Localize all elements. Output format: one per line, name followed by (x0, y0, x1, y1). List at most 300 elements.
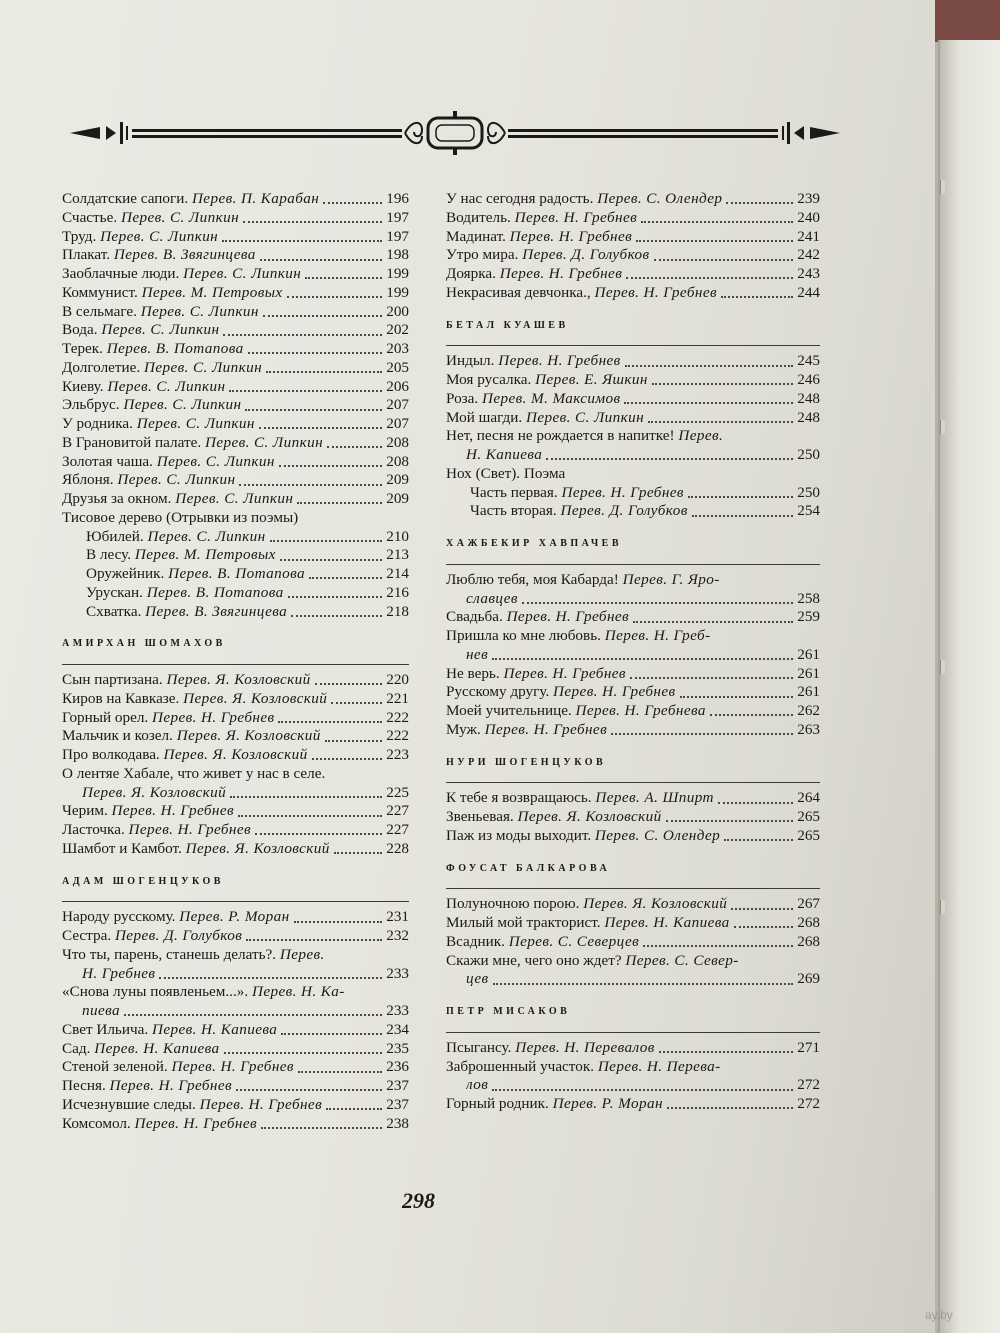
entry-translator: Перев. Н. Капиева (151, 1020, 278, 1038)
toc-entry (446, 914, 820, 933)
entry-translator: Перев. Н. Капиева (604, 914, 730, 931)
toc-entry (62, 1077, 409, 1096)
toc-entry-continued: лов 272 (466, 1076, 820, 1094)
dot-leader (726, 202, 793, 204)
dot-leader (315, 683, 383, 685)
dot-leader (246, 939, 382, 941)
author-heading: НУРИ ШОГЕНЦУКОВ (446, 740, 820, 784)
entry-page: 261 (797, 664, 820, 682)
toc-entry (62, 490, 409, 509)
entry-page: 227 (386, 802, 409, 820)
dot-leader (331, 702, 382, 704)
entry-page: 241 (797, 227, 820, 245)
entry-translator: Перев. В. Звягинцева (145, 602, 288, 620)
toc-entry (62, 378, 409, 397)
entry-translator: Перев. Д. Голубков (522, 246, 650, 264)
entry-page: 202 (386, 321, 409, 339)
entry-title: Полуночною порою. (446, 895, 580, 913)
entry-page: 242 (797, 246, 820, 264)
dot-leader (323, 202, 382, 204)
toc-entry (446, 502, 820, 521)
toc-entry (446, 265, 820, 284)
toc-entry-continued: Перев. Я. Козловский 225 (82, 783, 409, 801)
toc-entry (446, 352, 820, 371)
toc-entry-continued: славцев 258 (466, 589, 820, 607)
dot-leader (222, 240, 382, 242)
dot-leader (643, 945, 793, 947)
dot-leader (710, 714, 793, 716)
entry-title: В лесу. (86, 546, 132, 564)
toc-entry (446, 895, 820, 914)
entry-title: Роза. (446, 389, 479, 407)
entry-title: Исчезнувшие следы. (62, 1095, 196, 1113)
toc-entry (446, 246, 820, 265)
dot-leader (724, 839, 793, 841)
entry-translator: Перев. С. Липкин (147, 527, 266, 545)
entry-page: 197 (386, 208, 409, 226)
entry-title: Некрасивая девчонка., (446, 283, 591, 301)
toc-entry (62, 908, 409, 927)
toc-entry (62, 603, 409, 622)
entry-page: 200 (386, 302, 409, 320)
dot-leader (648, 421, 793, 423)
entry-page: 232 (386, 927, 409, 944)
entry-translator: Перев. С. Липкин (156, 452, 275, 470)
entry-title: Свет Ильича. (62, 1020, 149, 1038)
entry-translator: Перев. М. Максимов (482, 389, 621, 407)
entry-translator: Перев. В. Потапова (146, 583, 284, 601)
toc-entry (62, 246, 409, 265)
entry-translator: Перев. С. Липкин (100, 227, 219, 245)
entry-page: 254 (797, 502, 820, 520)
entry-translator: Перев. Н. Гребнев (594, 283, 717, 301)
dot-leader (255, 833, 382, 835)
dot-leader (297, 502, 382, 504)
entry-title: Водитель. (446, 208, 511, 226)
entry-translator: Перев. С. Липкин (123, 396, 242, 414)
toc-entry (62, 434, 409, 453)
dot-leader (239, 484, 382, 486)
entry-translator: Перев. С. Северцев (508, 932, 640, 950)
entry-title: Коммунист. (62, 283, 138, 301)
entry-translator: Перев. Я. Козловский (583, 895, 728, 913)
entry-title: Эльбрус. (62, 396, 120, 414)
toc-entry (446, 702, 820, 721)
entry-page: 262 (797, 702, 820, 719)
entry-translator: Перев. Д. Голубков (560, 502, 688, 520)
entry-page: 250 (797, 483, 820, 501)
entry-translator: Перев. С. Липкин (107, 377, 226, 395)
entry-title: Моя русалка. (446, 371, 532, 388)
entry-translator: Перев. С. Олендер (594, 826, 721, 844)
entry-translator: Перев. Н. Гребнев (171, 1058, 294, 1076)
entry-title: Сын партизана. (62, 671, 163, 688)
entry-title: Терек. (62, 340, 103, 357)
toc-entry (446, 390, 820, 409)
entry-page: 213 (386, 546, 409, 564)
entry-title: Часть первая. (470, 483, 558, 501)
entry-page: 209 (386, 490, 409, 507)
entry-translator: Перев. Н. Гребнева (575, 702, 706, 719)
entry-title: В Грановитой палате. (62, 433, 202, 451)
dot-leader (625, 365, 794, 367)
dot-leader (327, 446, 382, 448)
toc-entry: Скажи мне, чего оно ждет? Перев. С. Север- (446, 951, 739, 969)
entry-page: 221 (386, 689, 409, 707)
entry-page: 209 (386, 471, 409, 489)
dot-leader (260, 259, 382, 261)
entry-title: Мальчик и козел. (62, 727, 173, 745)
toc-entry (62, 265, 409, 284)
dot-leader (630, 677, 793, 679)
dot-leader (636, 240, 793, 242)
entry-page: 268 (797, 914, 820, 931)
toc-entry: Пришла ко мне любовь. Перев. Н. Греб- (446, 627, 711, 644)
entry-translator: Перев. С. Липкин (526, 408, 645, 426)
entry-page: 239 (797, 190, 820, 207)
entry-title: Киров на Кавказе. (62, 689, 180, 707)
entry-title: Звеньевая. (446, 808, 514, 825)
entry-translator: Перев. С. Липкин (144, 358, 263, 376)
binding-stitch (940, 180, 945, 194)
entry-page: 210 (386, 527, 409, 545)
author-heading: АДАМ ШОГЕНЦУКОВ (62, 859, 409, 903)
toc-entry (446, 409, 820, 428)
entry-translator: Перев. С. Липкин (183, 265, 302, 282)
entry-page: 264 (797, 789, 820, 807)
dot-leader (326, 1108, 382, 1110)
entry-title: Народу русскому. (62, 908, 176, 926)
entry-translator: Перев. Я. Козловский (176, 727, 321, 745)
entry-page: 248 (797, 408, 820, 426)
toc-entry (446, 933, 820, 952)
toc-entry (62, 1115, 409, 1134)
entry-page: 234 (386, 1020, 409, 1038)
entry-translator: Перев. Н. Гребнев (109, 1077, 232, 1094)
dot-leader (305, 277, 382, 279)
entry-page: 263 (797, 720, 820, 738)
entry-title: Плакат. (62, 246, 111, 264)
dot-leader (236, 1089, 382, 1091)
entry-title: Муж. (446, 720, 481, 738)
toc-entry (62, 471, 409, 490)
toc-entry (446, 721, 820, 740)
toc-entry: Свадьба. Перев. Н. Гребнев 259 (446, 608, 820, 626)
entry-translator: Перев. Я. Козловский (163, 746, 308, 763)
toc-entry: Псыгансу. Перев. Н. Перевалов 271 (446, 1038, 820, 1056)
toc-entry: Нет, песня не рождается в напитке! Перев. (446, 427, 724, 445)
entry-page: 206 (386, 377, 409, 395)
toc-entry (62, 209, 409, 228)
entry-page: 235 (386, 1039, 409, 1057)
entry-page: 214 (386, 565, 409, 582)
entry-translator: Перев. Д. Голубков (114, 927, 243, 944)
entry-page: 198 (386, 246, 409, 264)
entry-page: 197 (386, 227, 409, 245)
dot-leader (718, 802, 793, 804)
entry-title: Ласточка. (62, 821, 125, 838)
entry-page: 243 (797, 265, 820, 282)
dot-leader (248, 352, 383, 354)
entry-title: Доярка. (446, 265, 496, 282)
watermark: ay.by (925, 1308, 953, 1322)
toc-entry (62, 546, 409, 565)
entry-translator: Перев. Я. Козловский (183, 689, 328, 707)
entry-title: Счастье. (62, 208, 118, 226)
dot-leader (624, 402, 793, 404)
toc-entry-continued: Н. Гребнев 233 (82, 964, 409, 982)
toc-right-column (446, 190, 820, 1114)
toc-entry (446, 190, 820, 209)
entry-title: Схватка. (86, 602, 142, 620)
toc-entry-continued: нев 261 (466, 645, 820, 663)
entry-title: Мадинат. (446, 227, 506, 245)
toc-entry-continued: пиева 233 (82, 1002, 409, 1019)
dot-leader (278, 721, 382, 723)
toc-entry (62, 359, 409, 378)
entry-translator: Перев. Н. Гребнев (128, 821, 251, 838)
entry-translator: Перев. М. Петровых (141, 283, 283, 301)
entry-translator: Перев. В. Потапова (168, 565, 306, 582)
toc-entry: О лентяе Хабале, что живет у нас в селе. (62, 764, 326, 782)
dot-leader (666, 820, 794, 822)
entry-translator: Перев. Р. Моран (179, 908, 290, 926)
entry-page: 248 (797, 389, 820, 407)
entry-title: Черим. (62, 802, 108, 820)
toc-left-column (62, 190, 409, 1133)
toc-entry: Люблю тебя, моя Кабарда! Перев. Г. Яро- (446, 570, 720, 588)
entry-title: Юбилей. (86, 527, 144, 545)
toc-entry (62, 1096, 409, 1115)
toc-entry (62, 584, 409, 603)
toc-entry: Горный родник. Перев. Р. Моран 272 (446, 1095, 820, 1112)
entry-title: Русскому другу. (446, 683, 550, 701)
dot-leader (294, 921, 383, 923)
toc-entry (446, 371, 820, 390)
entry-translator: Перев. С. Липкин (204, 433, 324, 451)
toc-entry (62, 228, 409, 247)
dot-leader (243, 221, 382, 223)
toc-entry (62, 840, 409, 859)
entry-page: 238 (386, 1114, 409, 1132)
dot-leader (680, 696, 794, 698)
entry-page: 227 (386, 821, 409, 838)
dot-leader (245, 409, 382, 411)
entry-title: Яблоня. (62, 471, 114, 489)
toc-entry (446, 284, 820, 303)
dot-leader (280, 559, 382, 561)
entry-translator: Перев. Н. Гребнев (503, 664, 626, 682)
dot-leader (652, 383, 793, 385)
entry-translator: Перев. Н. Гребнев (499, 265, 623, 282)
entry-page: 245 (797, 352, 820, 370)
entry-translator: Перев. С. Липкин (140, 302, 259, 320)
dot-leader (731, 908, 793, 910)
dot-leader (238, 815, 382, 817)
entry-page: 223 (386, 746, 409, 763)
toc-entry (446, 808, 820, 827)
dot-leader (611, 733, 793, 735)
toc-entry-continued: Н. Капиева 250 (466, 446, 820, 463)
entry-page: 240 (797, 208, 820, 226)
entry-title: Про волкодава. (62, 746, 160, 763)
toc-entry: «Снова луны появленьем...». Перев. Н. Ка- (62, 983, 345, 1001)
entry-title: Золотая чаша. (62, 452, 153, 470)
dot-leader (325, 740, 382, 742)
entry-title: Часть вторая. (470, 502, 557, 520)
entry-page: 218 (386, 602, 409, 620)
entry-translator: Перев. Н. Гребнев (199, 1095, 323, 1113)
toc-entry (62, 709, 409, 728)
entry-translator: Перев. Н. Гребнев (561, 483, 684, 501)
entry-translator: Перев. Н. Гребнев (152, 708, 275, 726)
entry-translator: Перев. Я. Козловский (517, 808, 662, 825)
entry-translator: Перев. Н. Гребнев (509, 227, 633, 245)
toc-entry: Нох (Свет). Поэма (446, 464, 566, 482)
entry-page: 231 (386, 908, 409, 926)
dot-leader (641, 221, 793, 223)
entry-translator: Перев. М. Петровых (134, 546, 276, 564)
toc-entry (446, 789, 820, 808)
dot-leader (270, 540, 383, 542)
dot-leader (288, 596, 383, 598)
dot-leader (229, 390, 382, 392)
entry-title: У родника. (62, 415, 133, 432)
dot-leader (263, 315, 382, 317)
entry-translator: Перев. А. Шпирт (595, 789, 714, 807)
entry-translator: Перев. В. Потапова (106, 340, 244, 357)
toc-entry (62, 671, 409, 690)
dot-leader (692, 515, 793, 517)
entry-title: Утро мира. (446, 246, 519, 264)
entry-page: 236 (386, 1058, 409, 1076)
entry-title: Сестра. (62, 927, 112, 944)
entry-title: К тебе я возвращаюсь. (446, 789, 592, 807)
entry-page: 216 (386, 583, 409, 601)
toc-entry (446, 228, 820, 247)
toc-entry (446, 209, 820, 228)
toc-entry (62, 284, 409, 303)
entry-title: Труд. (62, 227, 97, 245)
entry-page: 207 (386, 396, 409, 414)
dot-leader (291, 615, 382, 617)
toc-entry (62, 1040, 409, 1059)
entry-page: 199 (386, 265, 409, 282)
toc-entry (62, 927, 409, 946)
entry-page: 237 (386, 1077, 409, 1094)
entry-title: Долголетие. (62, 358, 141, 376)
dot-leader (279, 465, 382, 467)
entry-title: Горный орел. (62, 708, 149, 726)
entry-translator: Перев. Н. Гребнев (514, 208, 638, 226)
decorative-header-ornament (70, 108, 840, 158)
dot-leader (281, 1033, 382, 1035)
dot-leader (312, 758, 383, 760)
entry-translator: Перев. С. Олендер (597, 190, 723, 207)
entry-page: 208 (386, 433, 409, 451)
toc-entry (62, 321, 409, 340)
toc-entry (446, 484, 820, 503)
toc-entry (62, 1021, 409, 1040)
entry-page: 222 (386, 727, 409, 745)
toc-entry (446, 827, 820, 846)
entry-page: 208 (386, 452, 409, 470)
author-heading: ФОУСАТ БАЛКАРОВА (446, 846, 820, 890)
toc-entry (62, 396, 409, 415)
toc-entry (62, 453, 409, 472)
dot-leader (266, 371, 382, 373)
entry-title: Оружейник. (86, 565, 165, 582)
entry-page: 267 (797, 895, 820, 913)
entry-title: Друзья за окном. (62, 490, 172, 507)
toc-entry (446, 683, 820, 702)
dot-leader (224, 1052, 383, 1054)
toc-entry: Что ты, парень, станешь делать?. Перев. (62, 945, 325, 963)
entry-title: У нас сегодня радость. (446, 190, 594, 207)
entry-page: 222 (386, 708, 409, 726)
dot-leader (688, 496, 793, 498)
author-heading: ХАЖБЕКИР ХАВПАЧЕВ (446, 521, 820, 565)
entry-title: Не верь. (446, 664, 500, 682)
entry-page: 265 (797, 808, 820, 825)
book-cover-edge (935, 0, 1000, 42)
toc-entry (62, 303, 409, 322)
toc-entry (62, 690, 409, 709)
dot-leader (626, 277, 793, 279)
dot-leader (259, 427, 382, 429)
entry-page: 196 (386, 190, 409, 207)
toc-entry (62, 415, 409, 434)
dot-leader (334, 852, 382, 854)
toc-entry (62, 340, 409, 359)
entry-title: Милый мой тракторист. (446, 914, 601, 931)
toc-entry (62, 190, 409, 209)
dot-leader (223, 334, 382, 336)
binding-stitch (940, 420, 945, 434)
dot-leader (287, 296, 383, 298)
dot-leader (261, 1127, 382, 1129)
entry-translator: Перев. Н. Капиева (94, 1039, 220, 1057)
entry-translator: Перев. С. Липкин (136, 415, 255, 432)
entry-page: 205 (386, 358, 409, 376)
entry-title: Вода. (62, 321, 98, 339)
entry-page: 228 (386, 839, 409, 857)
entry-title: Сад. (62, 1039, 91, 1057)
binding-stitch (940, 900, 945, 914)
entry-title: Солдатские сапоги. (62, 190, 189, 207)
entry-title: В сельмаге. (62, 302, 137, 320)
dot-leader (734, 926, 794, 928)
entry-title: Всадник. (446, 932, 505, 950)
toc-entry (446, 665, 820, 684)
entry-title: Мой шагди. (446, 408, 523, 426)
entry-title: Киеву. (62, 377, 104, 395)
dot-leader (309, 577, 382, 579)
entry-translator: Перев. Е. Яшкин (535, 371, 648, 388)
entry-title: Комсомол. (62, 1114, 131, 1132)
entry-title: Паж из моды выходит. (446, 826, 592, 844)
toc-entry (62, 565, 409, 584)
entry-page: 261 (797, 683, 820, 701)
entry-title: Заоблачные люди. (62, 265, 180, 282)
entry-page: 199 (386, 283, 409, 301)
entry-translator: Перев. С. Липкин (120, 208, 240, 226)
entry-title: Стеной зеленой. (62, 1058, 168, 1076)
toc-entry (62, 1058, 409, 1077)
entry-translator: Перев. Н. Гребнев (134, 1114, 257, 1132)
entry-translator: Перев. С. Липкин (175, 490, 294, 507)
author-heading: ПЕТР МИСАКОВ (446, 989, 820, 1033)
